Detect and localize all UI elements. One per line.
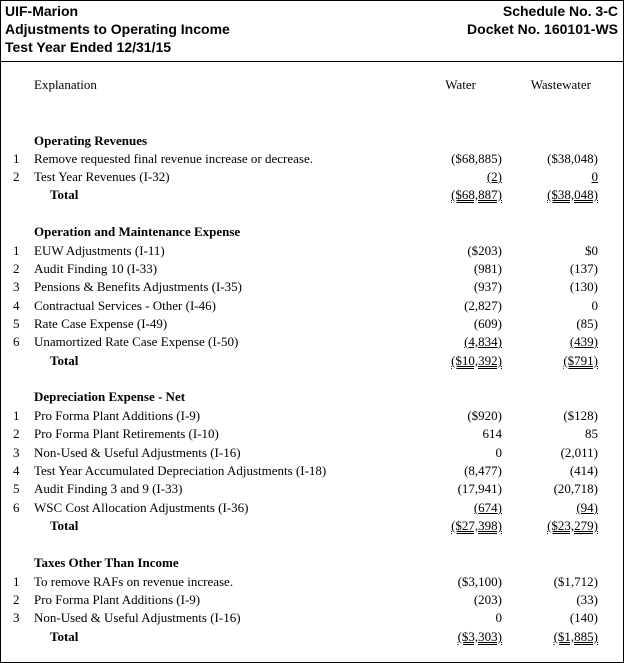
water-amount: 0 bbox=[495, 610, 502, 625]
line-description: Unamortized Rate Case Expense (I-50) bbox=[34, 334, 239, 349]
water-amount: ($203) bbox=[467, 243, 502, 258]
wastewater-amount: 85 bbox=[585, 426, 598, 441]
total-label: Total bbox=[50, 629, 79, 644]
line-description: Test Year Revenues (I-32) bbox=[34, 169, 170, 184]
line-number: 1 bbox=[13, 408, 20, 423]
line-number: 3 bbox=[13, 445, 20, 460]
wastewater-amount: (130) bbox=[569, 279, 598, 294]
docket-number: Docket No. 160101-WS bbox=[467, 21, 618, 37]
column-header-water: Water bbox=[445, 77, 476, 92]
line-number: 1 bbox=[13, 151, 20, 166]
section-title: Taxes Other Than Income bbox=[34, 555, 179, 570]
line-description: To remove RAFs on revenue increase. bbox=[34, 574, 234, 589]
water-amount: 0 bbox=[495, 445, 502, 460]
section-title: Operating Revenues bbox=[34, 133, 148, 148]
section-title: Operation and Maintenance Expense bbox=[34, 224, 241, 239]
water-amount: (609) bbox=[473, 316, 502, 331]
wastewater-total: ($38,048) bbox=[547, 187, 598, 202]
water-total: ($10,392) bbox=[451, 353, 502, 368]
water-amount: (981) bbox=[473, 261, 502, 276]
column-header-explanation: Explanation bbox=[34, 77, 97, 92]
header-divider bbox=[1, 61, 623, 62]
water-amount: ($920) bbox=[467, 408, 502, 423]
water-amount: (8,477) bbox=[464, 463, 502, 478]
line-number: 5 bbox=[13, 481, 20, 496]
line-description: Pro Forma Plant Retirements (I-10) bbox=[34, 426, 219, 441]
line-number: 6 bbox=[13, 334, 20, 349]
wastewater-amount: (85) bbox=[576, 316, 598, 331]
wastewater-amount: 0 bbox=[591, 169, 598, 184]
schedule-title: Adjustments to Operating Income bbox=[5, 21, 230, 37]
line-description: Pensions & Benefits Adjustments (I-35) bbox=[34, 279, 242, 294]
wastewater-amount: ($1,712) bbox=[553, 574, 598, 589]
line-description: Audit Finding 3 and 9 (I-33) bbox=[34, 481, 183, 496]
line-number: 3 bbox=[13, 610, 20, 625]
wastewater-amount: (140) bbox=[569, 610, 598, 625]
wastewater-amount: ($38,048) bbox=[547, 151, 598, 166]
wastewater-total: ($791) bbox=[563, 353, 598, 368]
water-amount: ($3,100) bbox=[457, 574, 502, 589]
wastewater-amount: (439) bbox=[569, 334, 598, 349]
company-name: UIF-Marion bbox=[5, 3, 79, 19]
line-description: Audit Finding 10 (I-33) bbox=[34, 261, 158, 276]
water-amount: (2,827) bbox=[464, 298, 502, 313]
section-title: Depreciation Expense - Net bbox=[34, 389, 186, 404]
line-description: Non-Used & Useful Adjustments (I-16) bbox=[34, 610, 241, 625]
line-number: 6 bbox=[13, 500, 20, 515]
line-description: Rate Case Expense (I-49) bbox=[34, 316, 168, 331]
wastewater-amount: $0 bbox=[585, 243, 598, 258]
wastewater-amount: (2,011) bbox=[560, 445, 598, 460]
water-total: ($27,398) bbox=[451, 518, 502, 533]
line-description: EUW Adjustments (I-11) bbox=[34, 243, 165, 258]
water-amount: (674) bbox=[473, 500, 502, 515]
line-number: 2 bbox=[13, 169, 20, 184]
wastewater-amount: (20,718) bbox=[553, 481, 598, 496]
water-amount: (937) bbox=[473, 279, 502, 294]
water-amount: (203) bbox=[473, 592, 502, 607]
water-amount: 614 bbox=[482, 426, 502, 441]
wastewater-total: ($23,279) bbox=[547, 518, 598, 533]
line-description: Non-Used & Useful Adjustments (I-16) bbox=[34, 445, 241, 460]
total-label: Total bbox=[50, 187, 79, 202]
wastewater-amount: (414) bbox=[569, 463, 598, 478]
wastewater-amount: (33) bbox=[576, 592, 598, 607]
column-header-wastewater: Wastewater bbox=[530, 77, 591, 92]
line-description: Remove requested final revenue increase or decrease. bbox=[34, 151, 313, 166]
total-label: Total bbox=[50, 518, 79, 533]
line-number: 2 bbox=[13, 426, 20, 441]
line-number: 2 bbox=[13, 592, 20, 607]
line-description: Pro Forma Plant Additions (I-9) bbox=[34, 408, 201, 423]
wastewater-amount: (94) bbox=[576, 500, 598, 515]
water-total: ($3,303) bbox=[457, 629, 502, 644]
total-label: Total bbox=[50, 353, 79, 368]
water-total: ($68,887) bbox=[451, 187, 502, 202]
line-description: Test Year Accumulated Depreciation Adjustments (I-18) bbox=[34, 463, 327, 478]
line-description: Contractual Services - Other (I-46) bbox=[34, 298, 216, 313]
water-amount: ($68,885) bbox=[451, 151, 502, 166]
water-amount: (2) bbox=[486, 169, 502, 184]
line-number: 2 bbox=[13, 261, 20, 276]
line-number: 3 bbox=[13, 279, 20, 294]
test-year-label: Test Year Ended 12/31/15 bbox=[5, 39, 172, 55]
line-number: 1 bbox=[13, 574, 20, 589]
line-description: Pro Forma Plant Additions (I-9) bbox=[34, 592, 201, 607]
line-number: 4 bbox=[13, 298, 20, 313]
schedule-number: Schedule No. 3-C bbox=[502, 3, 618, 19]
wastewater-amount: 0 bbox=[591, 298, 598, 313]
wastewater-total: ($1,885) bbox=[553, 629, 598, 644]
line-description: WSC Cost Allocation Adjustments (I-36) bbox=[34, 500, 249, 515]
water-amount: (17,941) bbox=[457, 481, 502, 496]
line-number: 4 bbox=[13, 463, 20, 478]
line-number: 1 bbox=[13, 243, 20, 258]
wastewater-amount: ($128) bbox=[563, 408, 598, 423]
water-amount: (4,834) bbox=[464, 334, 502, 349]
line-number: 5 bbox=[13, 316, 20, 331]
wastewater-amount: (137) bbox=[569, 261, 598, 276]
